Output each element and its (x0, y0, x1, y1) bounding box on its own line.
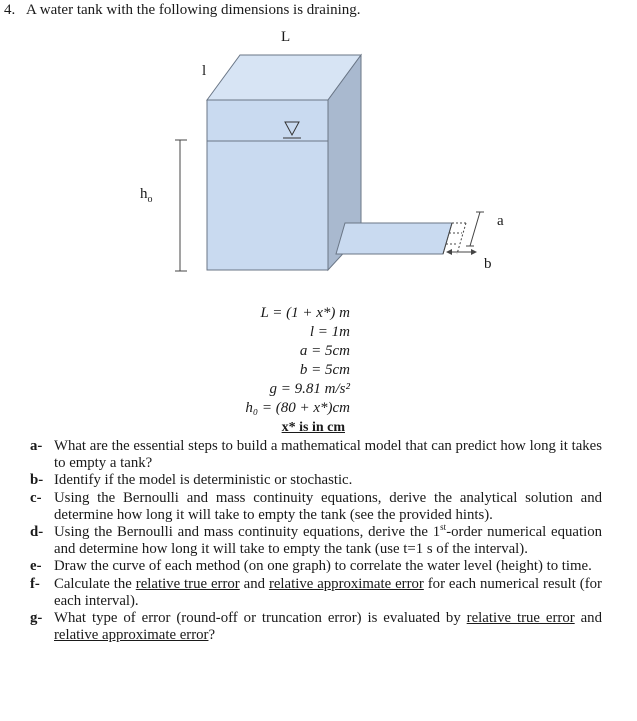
question-f: f- Calculate the relative true error and relative approximate error for each numerical result (for each interval). (30, 575, 602, 609)
question-g: g- What type of error (round-off or truncation error) is evaluated by relative true error and relative approximate error? (30, 610, 602, 644)
label-b: b (484, 256, 492, 272)
label-l: l (202, 63, 207, 79)
label-a: a (497, 213, 504, 229)
given-L: L = (1 + x*) m (260, 305, 350, 321)
question-list (30, 438, 602, 644)
question-a: a- What are the essential steps to build a mathematical model that can predict how long it takes to empty a tank? (30, 438, 602, 472)
label-L: L (281, 29, 291, 45)
outlet-pipe (336, 223, 452, 254)
problem-number: 4. (4, 2, 16, 18)
label-h0 (140, 186, 153, 205)
b-arrow-head-left (446, 249, 452, 255)
question-e: e- Draw the curve of each method (on one graph) to correlate the water level (height) to time. (30, 558, 592, 575)
pipe-end-hatch (457, 223, 466, 254)
given-l: l = 1m (309, 324, 350, 340)
given-h0: h₀ = (80 + x*)cm (245, 400, 350, 416)
question-b: b- Identify if the model is deterministic or stochastic. (30, 472, 353, 489)
label-h0-main: h (140, 186, 148, 202)
given-b: b = 5cm (299, 362, 350, 378)
given-g: g = 9.81 m/s² (269, 381, 350, 397)
label-h0-sub: o (147, 194, 153, 205)
question-d: d- Using the Bernoulli and mass continuity equations, derive the 1st-order numerical equation and determine how long it will take to empty the tank (use t=1 s of the interval). (30, 522, 603, 558)
a-dimension-bracket (470, 212, 480, 246)
x-star-note: x* is in cm (281, 420, 345, 435)
given-a: a = 5cm (299, 343, 350, 359)
problem-statement: A water tank with the following dimensions is draining. (26, 2, 361, 18)
question-c: c- Using the Bernoulli and mass continuity equations, derive the analytical solution and determine how long it will take to empty the tank (see the provided hints). (30, 489, 602, 523)
b-arrow-head-right (471, 249, 477, 255)
tank-front-face (207, 100, 328, 270)
